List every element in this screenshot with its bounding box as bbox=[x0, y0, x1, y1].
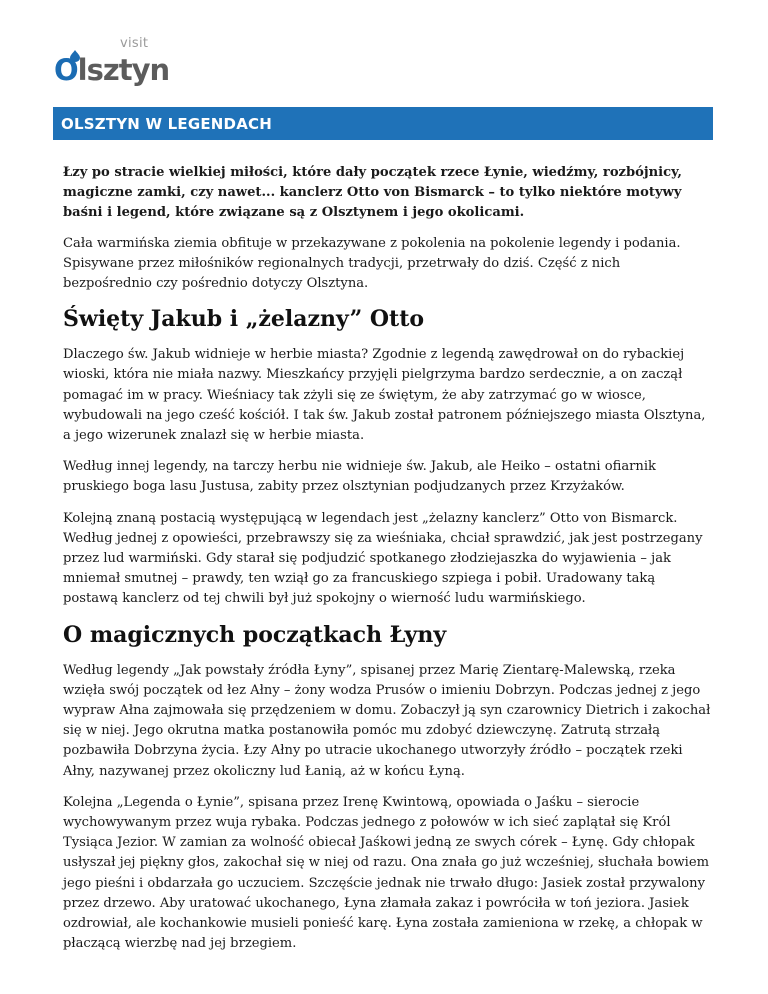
paragraph: Kolejna „Legenda o Łynie”, spisana przez Irenę Kwintową, opowiada o Jaśku – sierocie wychowywanym przez wuja rybaka. Podczas jednego z połowów w ich sieć zaplątał się Król Tysiąca Jezior. W zamian za wolność obiecał Jaśkowi jedną ze swych córek – Łynę. Gdy chłopak usłyszał jej piękny głos, zakochał się w niej od razu. Ona znała go już wcześniej, słuchała bowiem jego pieśni i obdarzała go uczuciem. Szczęście jednak nie trwało długo: Jasiek został przywalony przez drzewo. Aby uratować ukochanego, Łyna złamała zakaz i powróciła w toń jeziora. Jasiek ozdrowiał, ale kochankowie musieli ponieść karę. Łyna została zamieniona w rzekę, a chłopak w płaczącą wierzbę nad jej brzegiem. bbox=[63, 794, 710, 952]
article-lead: Łzy po stracie wielkiej miłości, które dały początek rzece Łynie, wiedźmy, rozbójnicy, magiczne zamki, czy nawet... kanclerz Otto von Bismarck – to tylko niektóre motywy baśni i legend, które związane są z Olsztynem i jego okolicami. bbox=[63, 165, 682, 221]
logo-name-rest: lsztyn bbox=[77, 53, 170, 87]
logo-wordmark bbox=[54, 52, 169, 88]
article-body bbox=[63, 163, 713, 966]
banner-title: OLSZTYN W LEGENDACH bbox=[61, 114, 272, 133]
paragraph: Dlaczego św. Jakub widnieje w herbie miasta? Zgodnie z legendą zawędrował on do rybackiej wioski, która nie miała nazwy. Mieszkańcy przyjęli pielgrzyma bardzo serdecznie, a on zaczął pomagać im w pracy. Wieśniacy tak zżyli się ze świętym, że aby zatrzymać go w wiosce, wybudowali na jego cześć kościół. I tak św. Jakub został patronem późniejszego miasta Olsztyna, a jego wizerunek znalazł się w herbie miasta. bbox=[63, 347, 706, 444]
logo-o-letter: O bbox=[54, 53, 78, 87]
section-heading-lyna: O magicznych początkach Łyny bbox=[63, 621, 447, 648]
logo-visit-text: visit bbox=[120, 36, 149, 51]
paragraph: Według legendy „Jak powstały źródła Łyny”, spisanej przez Marię Zientarę-Malewską, rzeka wzięła swój początek od łez Ałny – żony wodza Prusów o imieniu Dobrzyn. Podczas jednej z jego wypraw Ałna zajmowała się przędzeniem w domu. Zobaczył ją syn czarownicy Dietrich i zakochał się w niej. Jego okrutna matka postanowiła pomóc mu zdobyć dziewczynę. Zatrutą strzałą pozbawiła Dobrzyna życia. Łzy Ałny po utracie ukochanego utworzyły źródło – początek rzeki Ałny, nazywanej przez okoliczny lud Łanią, aż w końcu Łyną. bbox=[63, 662, 711, 779]
paragraph: Kolejną znaną postacią występującą w legendach jest „żelazny kanclerz” Otto von Bismarck. Według jednej z opowieści, przebrawszy się za wieśniaka, chciał sprawdzić, jak jest postrzegany przez lud warmiński. Gdy starał się podjudzić spotkanego złodziejaszka do wyjawienia – jak mniemał smutnej – prawdy, ten wziął go za francuskiego szpiega i pobił. Uradowany taką postawą kanclerz od tej chwili był już spokojny o wierność ludu warmińskiego. bbox=[63, 510, 703, 607]
visit-olsztyn-logo bbox=[54, 36, 170, 96]
section-banner bbox=[53, 107, 713, 140]
section-heading-jakub: Święty Jakub i „żelazny” Otto bbox=[63, 306, 425, 333]
article-intro: Cała warmińska ziemia obfituje w przekazywane z pokolenia na pokolenie legendy i podania. Spisywane przez miłośników regionalnych tradycji, przetrwały do dziś. Część z nich bezpośrednio czy pośrednio dotyczy Olsztyna. bbox=[63, 235, 681, 292]
paragraph: Według innej legendy, na tarczy herbu nie widnieje św. Jakub, ale Heiko – ostatni ofiarnik pruskiego boga lasu Justusa, zabity przez olsztynian podjudzanych przez Krzyżaków. bbox=[63, 459, 656, 495]
